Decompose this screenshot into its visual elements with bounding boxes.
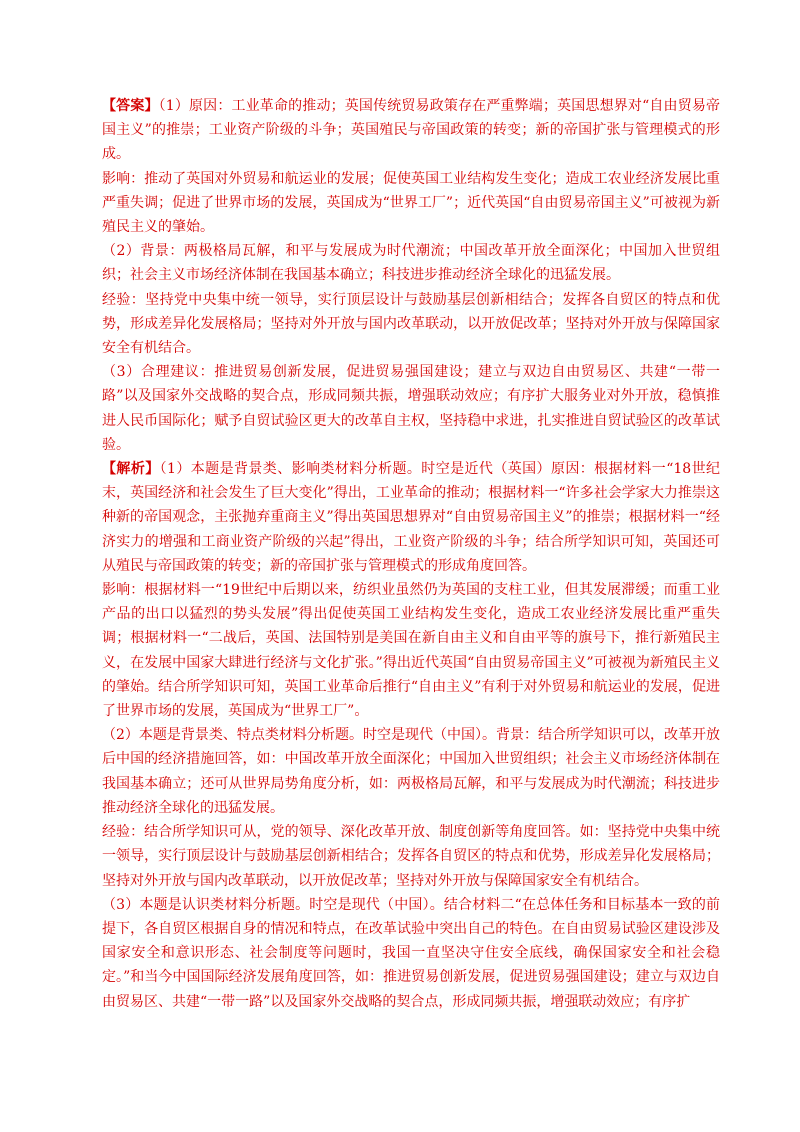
answer-paragraph-1: [102, 94, 720, 167]
answer-text-1: （1）原因：工业革命的推动；英国传统贸易政策存在严重弊端；英国思想界对“自由贸易帝国主义”的推崇；工业资产阶级的斗争；英国殖民与帝国政策的转变；新的帝国扩张与管理模式的形成。: [102, 98, 721, 163]
analysis-paragraph-5: （3）本题是认识类材料分析题。时空是现代（中国）。结合材料二“在总体任务和目标基本一致的前提下，各自贸区根据自身的情况和特点，在改革试验中突出自己的特色。在自由贸易试验区建设涉及国家安全和意识形态、社会制度等问题时，我国一直坚决守住安全底线，确保国家安全和社会稳定。”和当今中国国际经济发展角度回答，如：推进贸易创新发展，促进贸易强国建设；建立与双边自由贸易区、共建“一带一路”以及国家外交战略的契合点，形成同频共振，增强联动效应；有序扩: [102, 896, 720, 1010]
answer-tag: 【答案】: [102, 98, 159, 114]
answer-paragraph-3: （2）背景：两极格局瓦解，和平与发展成为时代潮流；中国改革开放全面深化；中国加入世贸组织；社会主义市场经济体制在我国基本确立；科技进步推动经济全球化的迅猛发展。: [102, 243, 720, 284]
analysis-tag: 【解析】: [102, 461, 160, 478]
analysis-paragraph-1: [102, 457, 720, 578]
answer-paragraph-4: 经验：坚持党中央集中统一领导，实行顶层设计与鼓励基层创新相结合；发挥各自贸区的特点和优势，形成差异化发展格局；坚持对外开放与国内改革联动，以开放促改革；坚持对外开放与保障国家安全有机结合。: [102, 291, 720, 357]
answer-paragraph-5: （3）合理建议：推进贸易创新发展，促进贸易强国建设；建立与双边自由贸易区、共建“一带一路”以及国家外交战略的契合点，形成同频共振，增强联动效应；有序扩大服务业对外开放，稳慎推进人民币国际化；赋予自贸试验区更大的改革自主权，坚持稳中求进，扎实推进自贸试验区的改革试验。: [102, 364, 720, 453]
answer-paragraph-2: 影响：推动了英国对外贸易和航运业的发展；促使英国工业结构发生变化；造成工农业经济发展比重严重失调；促进了世界市场的发展，英国成为“世界工厂”；近代英国“自由贸易帝国主义”可被视为新殖民主义的肇始。: [102, 170, 720, 236]
analysis-text-1: （1）本题是背景类、影响类材料分析题。时空是近代（英国）原因：根据材料一“18世纪末，英国经济和社会发生了巨大变化”得出，工业革命的推动；根据材料一“许多社会学家大力推崇这种新的帝国观念，主张抛弃重商主义”得出英国思想界对“自由贸易帝国主义”的推崇；根据材料一“经济实力的增强和工商业资产阶级的兴起”得出，工业资产阶级的斗争；结合所学知识可知，英国还可从殖民与帝国政策的转变；新的帝国扩张与管理模式的形成角度回答。: [102, 461, 720, 574]
document-body: [102, 94, 720, 1014]
analysis-paragraph-3: （2）本题是背景类、特点类材料分析题。时空是现代（中国）。背景：结合所学知识可以，改革开放后中国的经济措施回答，如：中国改革开放全面深化；中国加入世贸组织；社会主义市场经济体制在我国基本确立；还可从世界局势角度分析，如：两极格局瓦解，和平与发展成为时代潮流；科技进步推动经济全球化的迅猛发展。: [102, 727, 720, 816]
analysis-paragraph-2: 影响：根据材料一“19世纪中后期以来，纺织业虽然仍为英国的支柱工业，但其发展滞缓；而重工业产品的出口以猛烈的势头发展”得出促使英国工业结构发生变化，造成工农业经济发展比重严重失调；根据材料一“二战后，英国、法国特别是美国在新自由主义和自由平等的旗号下，推行新殖民主义，在发展中国家大肆进行经济与文化扩张。”得出近代英国“自由贸易帝国主义”可被视为新殖民主义的肇始。结合所学知识可知，英国工业革命后推行“自由主义”有利于对外贸易和航运业的发展，促进了世界市场的发展，英国成为“世界工厂”。: [102, 582, 720, 720]
analysis-paragraph-4: 经验：结合所学知识可从，党的领导、深化改革开放、制度创新等角度回答。如：坚持党中央集中统一领导，实行顶层设计与鼓励基层创新相结合；发挥各自贸区的特点和优势，形成差异化发展格局；坚持对外开放与国内改革联动，以开放促改革；坚持对外开放与保障国家安全有机结合。: [102, 824, 720, 889]
